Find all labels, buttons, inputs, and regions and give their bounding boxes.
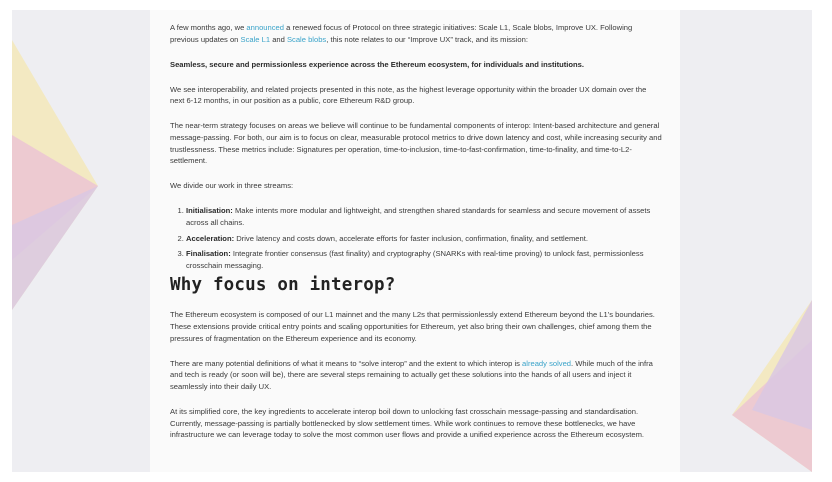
intro-text-1: A few months ago, we — [170, 23, 247, 32]
intro-text-4: , this note relates to our “Improve UX” track, and its mission: — [326, 34, 528, 44]
streams-intro: We divide our work in three streams: — [170, 181, 294, 191]
core-paragraph: At its simplified core, the key ingredients to accelerate interop boil down to unlocking fast crosschain message-passing and standardisation. Currently, message-passing is partially bottlenecked by slow settlement times. While work continues to remove these bottlenecks, we have infrastructure we can leverage today to solve the most common user flows and provide a unified experience across the Ethereum ecosystem. — [170, 406, 645, 440]
mission-statement: Seamless, secure and permissionless experience across the Ethereum ecosystem, for individuals and institutions. — [170, 59, 585, 69]
ecosystem-paragraph: The Ethereum ecosystem is composed of our L1 mainnet and the many L2s that permissionlessly extend Ethereum beyond the L1’s boundaries. These extensions provide critical entry points and scaling opportunities for Ethereum, yet also bring their own challenges, chief among them the pressures of fragmentation on the Ethereum experience and its economy. — [170, 310, 655, 343]
stream-item — [186, 233, 662, 245]
interop-paragraph: We see interoperability, and related projects presented in this note, as the highest leverage opportunity within the broader UX domain over the next 6-12 months, in our position as a public, core Ethereum R&D group. — [170, 84, 647, 106]
intro-text-3: and — [270, 34, 287, 44]
stream-text: Drive latency and costs down, accelerate efforts for faster inclusion, confirmation, finality, and settlement. — [234, 233, 588, 243]
scale-l1-link[interactable]: Scale L1 — [240, 34, 271, 44]
deco-right-lavender — [752, 300, 812, 430]
stream-text: Make intents more modular and lightweight, and strengthen shared standards for seamless and secure movement of assets across all chains. — [186, 206, 651, 228]
section-heading-why-interop: Why focus on interop? — [170, 275, 396, 296]
definitions-paragraph — [170, 358, 662, 393]
intro-text-2: a renewed focus of Protocol on three strategic initiatives: Scale L1, Scale blobs, Improve UX. Following previous updates on — [170, 23, 633, 44]
stream-title: Acceleration: — [186, 233, 235, 243]
stream-item — [186, 205, 662, 228]
stream-title: Finalisation: — [186, 249, 231, 259]
announced-link[interactable]: announced — [246, 23, 284, 32]
definitions-text-2: . While much of the infra and tech is ready (or soon will be), there are several steps remaining to actually get these solutions into the hands of all users and inject it seamlessly into their daily UX. — [170, 358, 653, 391]
article-content — [170, 22, 662, 454]
already-solved-link[interactable]: already solved — [522, 358, 572, 368]
stream-item — [186, 248, 662, 271]
scale-blobs-link[interactable]: Scale blobs — [286, 34, 327, 44]
intro-paragraph — [170, 22, 662, 45]
stream-text: Integrate frontier consensus (fast finality) and cryptography (SNARKs with real-time proving) to unlock fast, permissionless crosschain messaging. — [186, 249, 644, 270]
article-panel — [150, 10, 680, 472]
streams-list — [170, 205, 662, 271]
strategy-paragraph: The near-term strategy focuses on areas we believe will continue to be fundamental components of interop: Intent-based architecture and general message-passing. For both, our aim is to focus on clear, measurable protocol metrics to drive down latency and cost, while increasing security and trustlessness. These metrics include: Signatures per operation, time-to-inclusion, time-to-fast-confirmation, time-to-finality, and time-to-L2-settlement. — [170, 121, 662, 166]
stream-title: Initialisation: — [186, 206, 233, 216]
definitions-text-1: There are many potential definitions of what it means to “solve interop” and the extent to which interop is — [170, 358, 523, 368]
